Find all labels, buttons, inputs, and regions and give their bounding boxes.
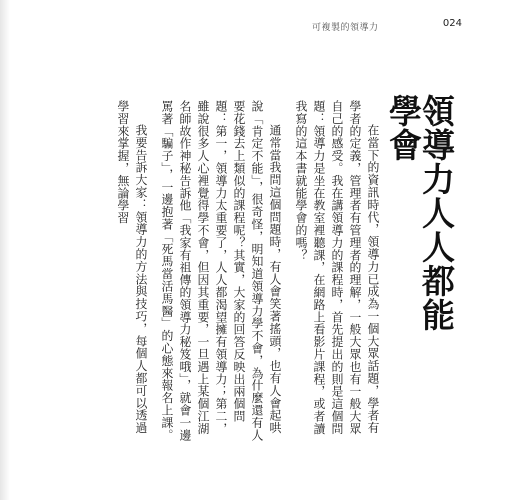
running-header-book-title: 可複製的領導力 bbox=[312, 23, 379, 33]
paragraph-2: 通常當我問這個問題時，有人會笑著搖頭，也有人會起哄說「肯定不能」，很奇怪，明知道領導力學不會，為什麼還有人要花錢去上類似的課程呢？其實，大家的回答反映出兩個問題：第一，領導力太重要了，人人都渴望擁有領導力；第二，雖說很多人心裡覺得學不會，但因其重要，一旦遇上某個江湖名師故作神秘告訴他「我家有祖傳的領導力秘笈哦」，就會一邊罵著「騙子」，一邊抱著「死馬當活馬醫」的心態來報名上課。 bbox=[160, 100, 282, 442]
paragraph-3: 我要告訴大家：領導力的方法與技巧，每個人都可以透過學習來掌握，無論學習 bbox=[116, 100, 148, 434]
running-header bbox=[312, 18, 462, 34]
body-text bbox=[116, 100, 382, 445]
chapter-title: 領導力人人都能學會 bbox=[384, 94, 456, 332]
page-number: 024 bbox=[442, 18, 462, 29]
paragraph-1: 在當下的資訊時代，領導力已成為一個大眾話題，學者有學者的定義，管理者有管理者的理解，一般大眾也有一般大眾自己的感受。我在講領導力的課程時，首先提出的則是這個問題：領導力是坐在教室裡聽課，在網路上看影片課程，或者讀我寫的這本書就能學會的嗎？ bbox=[294, 100, 380, 435]
page-gutter-shadow bbox=[0, 0, 10, 500]
chapter-heading-column bbox=[384, 94, 456, 334]
